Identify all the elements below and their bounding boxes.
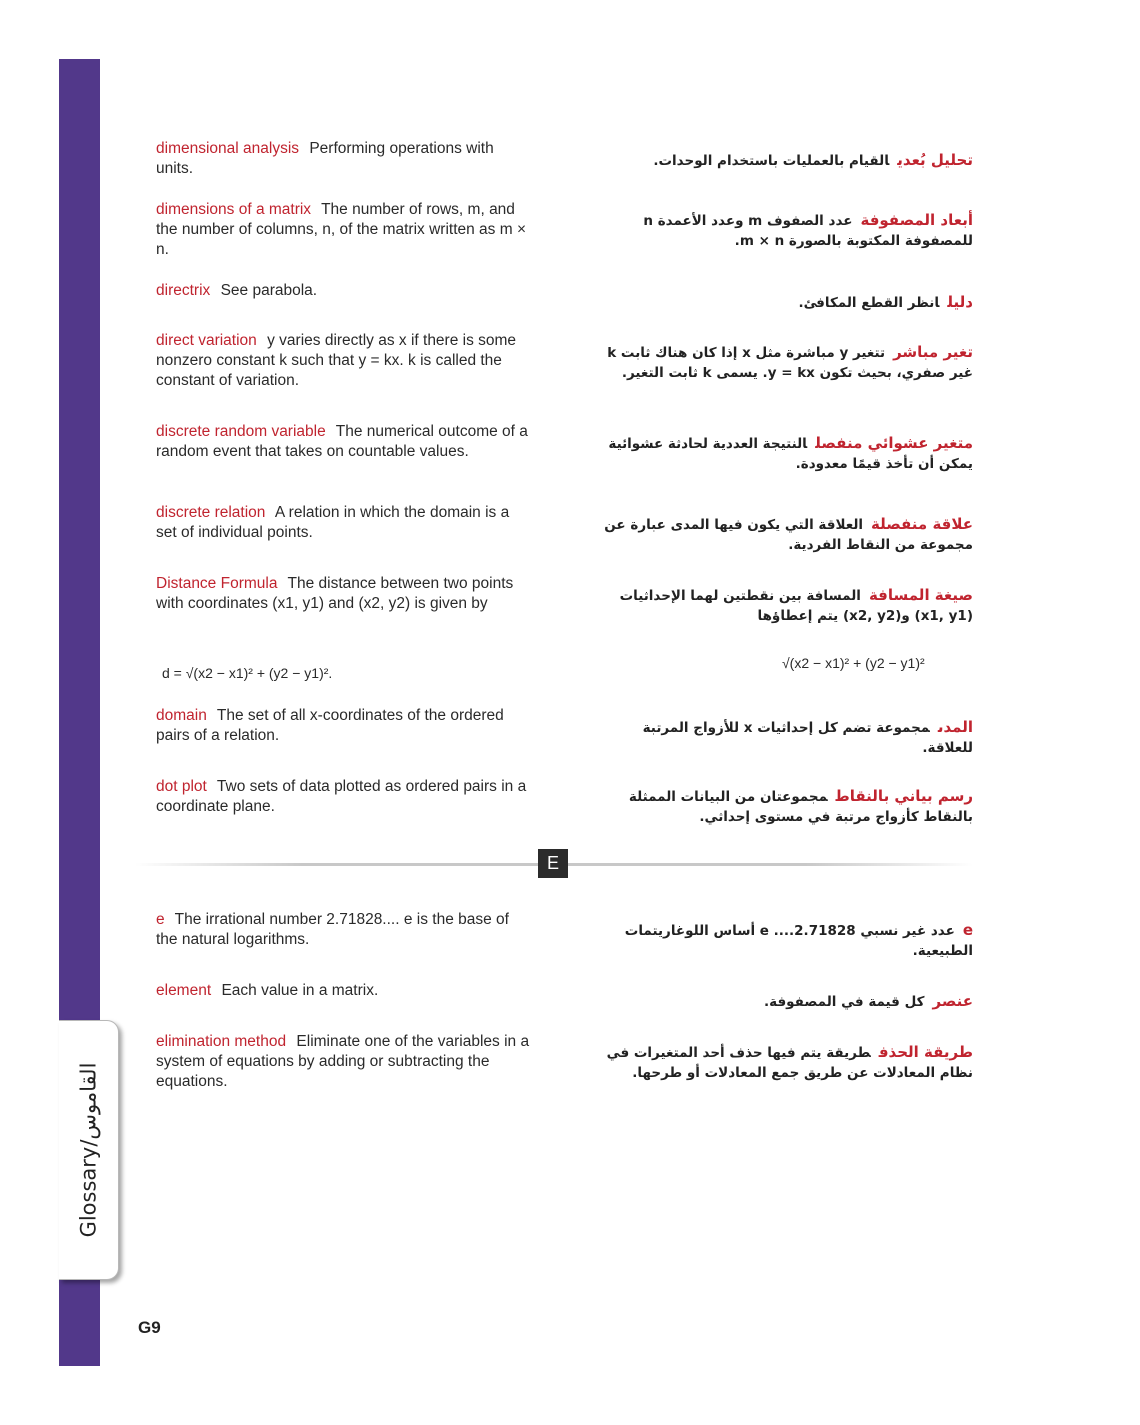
definition: عدد غير نسبي e ....2.71828 أساس اللوغاريتمات الطبيعية. <box>624 923 973 959</box>
entry-ar <box>598 585 973 626</box>
term: dimensional analysis <box>156 140 300 157</box>
entry-ar <box>598 150 973 171</box>
entry-en <box>156 574 531 614</box>
entry-en <box>156 281 531 301</box>
term: المدى <box>937 718 973 736</box>
term: صيغة المسافة <box>868 586 973 604</box>
entry-en <box>156 706 531 746</box>
entry-ar <box>598 433 973 474</box>
term: عنصر <box>932 992 973 1010</box>
entry-ar <box>598 717 973 758</box>
entry-en <box>156 422 531 462</box>
term: e <box>962 921 973 939</box>
definition: النتيجة العددية لحادثة عشوائية يمكن أن تأخذ قيمًا معدودة. <box>608 436 973 472</box>
definition: عدد الصفوف m وعدد الأعمدة n للمصفوفة المكتوبة بالصورة m × n. <box>643 213 973 249</box>
term: dimensions of a matrix <box>156 201 312 218</box>
definition: Performing operations with units. <box>156 140 494 177</box>
term: domain <box>156 707 207 724</box>
term: تحليل بُعدي <box>897 151 973 169</box>
term: متغير عشوائي منفصل <box>815 434 973 452</box>
entry-ar <box>598 342 973 383</box>
definition: كل قيمة في المصفوفة. <box>764 994 925 1010</box>
entry-en <box>156 200 531 260</box>
definition: مجموعتان من البيانات الممثلة بالنقاط كأزواج مرتبة في مستوى إحداثي. <box>628 789 973 825</box>
entry-en <box>156 910 531 950</box>
page-number: G9 <box>138 1318 161 1337</box>
definition: The numerical outcome of a random event that takes on countable values. <box>156 423 528 460</box>
entry-ar <box>598 786 973 827</box>
glossary-tab-label: Glossary/القاموس <box>76 1062 101 1238</box>
term: أبعاد المصفوفة <box>860 211 973 229</box>
term: element <box>156 982 212 999</box>
entry-ar <box>598 292 973 313</box>
definition: انظر القطع المكافئ. <box>798 295 940 311</box>
entry-en <box>156 331 531 391</box>
term: Distance Formula <box>156 575 278 592</box>
definition: Eliminate one of the variables in a system of equations by adding or subtracting the equations. <box>156 1033 530 1090</box>
entry-ar <box>598 1042 973 1083</box>
definition: A relation in which the domain is a set of individual points. <box>156 504 510 541</box>
term: directrix <box>156 282 211 299</box>
definition: See parabola. <box>220 282 318 299</box>
section-letter: E <box>538 849 568 878</box>
definition: طريقة يتم فيها حذف أحد المتغيرات في نظام المعادلات عن طريق جمع المعادلات أو طرحها. <box>606 1045 973 1081</box>
definition: العلاقة التي يكون فيها المدى عبارة عن مجموعة من النقاط الفردية. <box>604 517 973 553</box>
entry-en <box>156 503 531 543</box>
entry-ar <box>598 991 973 1012</box>
entry-ar <box>598 210 973 251</box>
definition: y varies directly as x if there is some nonzero constant k such that y = kx. k is called the constant of variation. <box>156 332 517 389</box>
term: طريقة الحذف <box>878 1043 973 1061</box>
distance-formula-ar: √(x2 − x1)² + (y2 − y1)² <box>782 655 925 671</box>
definition: Each value in a matrix. <box>221 982 379 999</box>
entry-en <box>156 981 531 1001</box>
definition: تتغير y مباشرة مثل x إذا كان هناك ثابت k غير صفري، بحيث تكون y = kx. يسمى k ثابت التغير. <box>607 345 973 381</box>
entry-en <box>156 139 531 179</box>
term: direct variation <box>156 332 257 349</box>
definition: The number of rows, m, and the number of columns, n, of the matrix written as m × n. <box>156 201 527 258</box>
definition: The set of all x-coordinates of the ordered pairs of a relation. <box>156 707 504 744</box>
entry-ar <box>598 514 973 555</box>
entry-en <box>156 1032 531 1092</box>
definition: Two sets of data plotted as ordered pairs in a coordinate plane. <box>156 778 527 815</box>
definition: The distance between two points with coordinates (x1, y1) and (x2, y2) is given by <box>156 575 514 612</box>
distance-formula-en: d = √(x2 − x1)² + (y2 − y1)². <box>162 665 333 681</box>
definition: المسافة بين نقطتين لهما الإحداثيات (x1, y1) و(x2, y2) يتم إعطاؤها <box>619 588 973 624</box>
glossary-tab[interactable] <box>59 1020 119 1280</box>
definition: The irrational number 2.71828.... e is the base of the natural logarithms. <box>156 911 509 948</box>
term: discrete relation <box>156 504 266 521</box>
term: تغير مباشر <box>893 343 973 361</box>
term: discrete random variable <box>156 423 326 440</box>
term: e <box>156 911 165 928</box>
term: dot plot <box>156 778 207 795</box>
definition: مجموعة تضم كل إحداثيات x للأزواج المرتبة للعلاقة. <box>642 720 973 756</box>
definition: القيام بالعمليات باستخدام الوحدات. <box>653 153 890 169</box>
term: elimination method <box>156 1033 287 1050</box>
term: دليل <box>947 293 973 311</box>
term: علاقة منفصلة <box>871 515 973 533</box>
entry-ar <box>598 920 973 961</box>
entry-en <box>156 777 531 817</box>
term: رسم بياني بالنقاط <box>835 787 973 805</box>
